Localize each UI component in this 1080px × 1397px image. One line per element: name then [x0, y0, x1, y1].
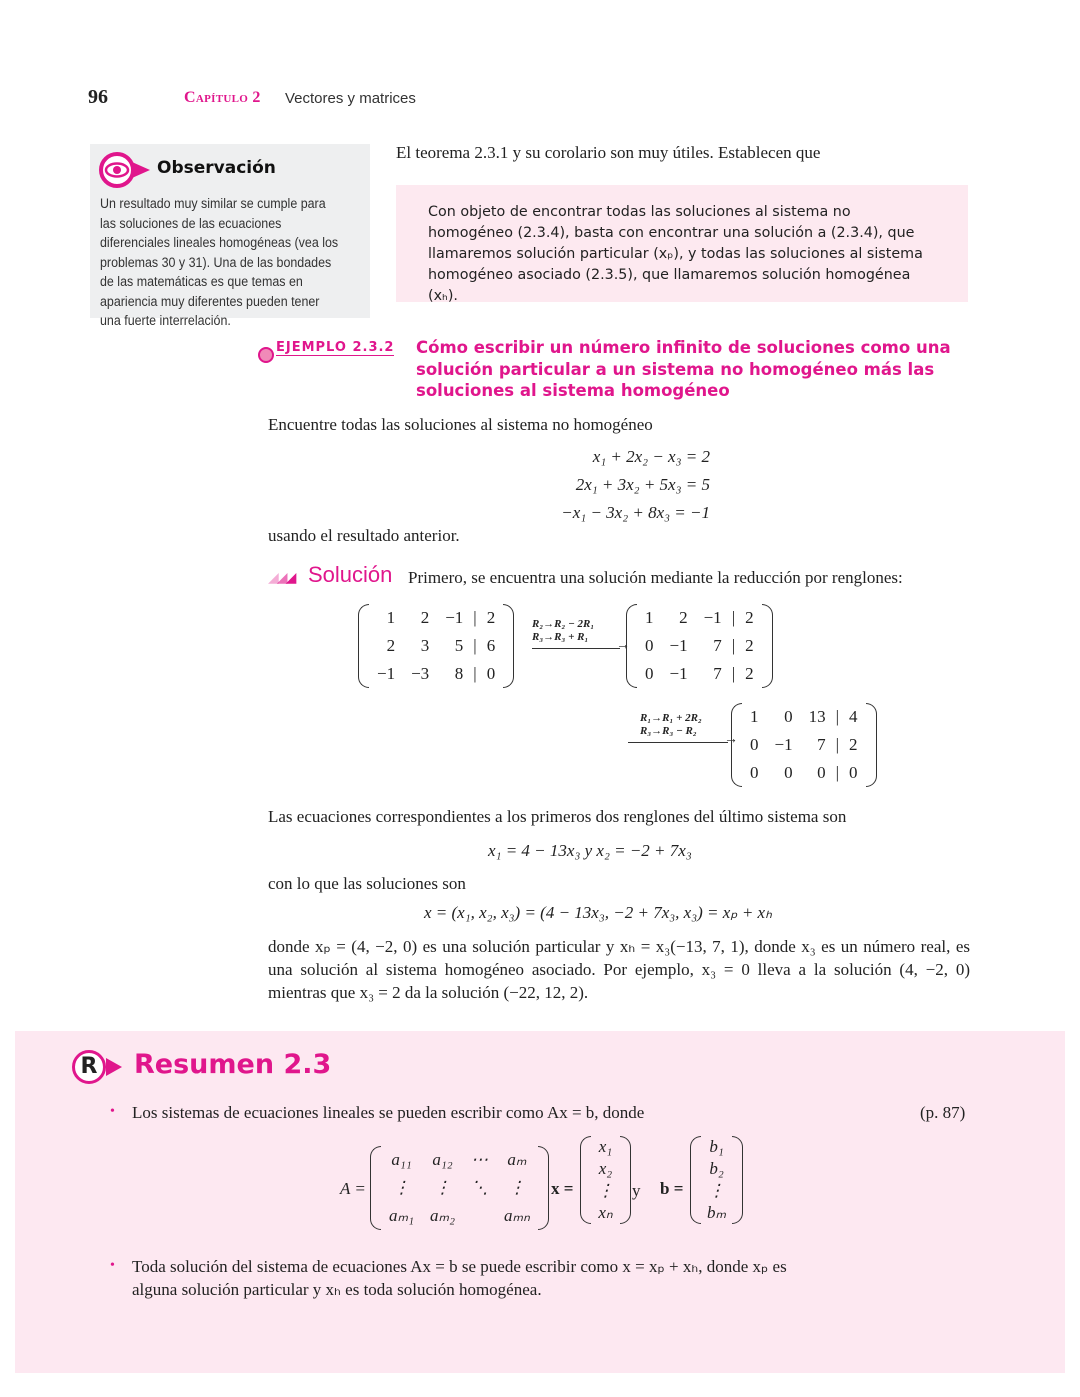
matrix-cell: aₘₙ [504, 1206, 530, 1225]
matrix-cell: | [835, 735, 839, 754]
matrix-cell: ⋮ [508, 1178, 526, 1197]
a-label: A = [340, 1179, 366, 1198]
observation-title: Observación [157, 158, 276, 178]
matrix-cell: −1 [445, 608, 464, 627]
matrix-cell: | [835, 707, 839, 726]
matrix-cell: ⋮ [708, 1181, 726, 1200]
example-title: Cómo escribir un número infinito de soluciones como una solución particular a un sistema no homogéneo más las soluciones al sistema homogéneo [416, 338, 951, 400]
matrix-cell: aₘ [507, 1150, 527, 1169]
matrix-cell: −3 [411, 664, 430, 683]
matrix-cell: 4 [849, 707, 858, 726]
matrix-cell: 0 [817, 763, 826, 782]
matrix-cell: 0 [750, 735, 759, 754]
matrix-cell: b₂ [709, 1159, 724, 1178]
equation-1: x₁ = 4 − 13x₃ y x₂ = −2 + 7x₃ [488, 841, 692, 860]
matrix-cell: aₘ₂ [430, 1206, 456, 1225]
matrix-cell: 2 [679, 608, 688, 627]
matrix-cell: 3 [420, 636, 430, 655]
matrix-cell: 7 [713, 664, 722, 683]
eye-icon [98, 150, 156, 190]
summary-arrow-icon [106, 1058, 122, 1076]
matrix-cell: −1 [669, 636, 688, 655]
row-op-line: R₃→R₃ + R₁ [532, 631, 589, 643]
matrix-cell: | [731, 664, 736, 683]
text-1: Las ecuaciones correspondientes a los primeros dos renglones del último sistema son [268, 807, 847, 826]
matrix-cell: x₁ [598, 1137, 613, 1156]
example-label: EJEMPLO 2.3.2 [276, 340, 395, 355]
matrix-cell: 6 [486, 636, 496, 655]
row-op-1 [532, 618, 630, 653]
matrix-cell: 0 [750, 763, 759, 782]
matrix-cell: | [835, 763, 839, 782]
matrix-cell: ⋮ [597, 1181, 614, 1200]
page-reference: (p. 87) [920, 1103, 966, 1122]
matrix-cell: ⋮ [434, 1178, 452, 1197]
matrix-cell: −1 [774, 735, 793, 754]
bullet-icon: • [110, 1258, 115, 1273]
observation-box [90, 144, 370, 328]
equation: x₁ + 2x₂ − x₃ = 2 [592, 447, 710, 466]
equation-2: x = (x₁, x₂, x₃) = (4 − 13x₃, −2 + 7x₃, x₃) = xₚ + xₕ [424, 903, 772, 922]
row-op-line: R₃→R₃ − R₂ [640, 725, 697, 737]
summary-r-icon: R [72, 1050, 106, 1084]
matrix-cell: 1 [750, 707, 759, 726]
matrix-cell: 0 [645, 664, 654, 683]
matrix-cell: −1 [669, 664, 688, 683]
equation: −x₁ − 3x₂ + 8x₃ = −1 [561, 503, 710, 522]
matrix-cell: ⋯ [471, 1150, 489, 1169]
intro-text: El teorema 2.3.1 y su corolario son muy útiles. Establecen que [396, 143, 821, 162]
matrix-cell: ⋱ [471, 1178, 489, 1197]
summary-bullet-1: Los sistemas de ecuaciones lineales se pueden escribir como Ax = b, donde [132, 1103, 645, 1122]
b-label: b = [660, 1179, 684, 1198]
matrix-cell: 2 [745, 636, 754, 655]
vector-x [580, 1136, 631, 1224]
matrix-cell: bₘ [707, 1203, 727, 1222]
matrix-cell: a₁₂ [432, 1150, 453, 1169]
matrix-cell: | [731, 636, 736, 655]
example-bullet-icon [258, 347, 274, 363]
observation-body: Un resultado muy similar se cumple para las soluciones de las ecuaciones diferenciales lineales homogéneas (vea los problemas 30 y 31). Una de las bondades de las matemáticas es que temas en apariencia muy diferentes pueden tener una fuerte interrelación. [100, 196, 339, 328]
matrix-cell: 0 [645, 636, 654, 655]
y-conjunction: y [632, 1181, 641, 1200]
matrix-cell: 8 [454, 664, 464, 683]
matrix-cell: 2 [849, 735, 858, 754]
highlight-box [396, 185, 968, 302]
matrix-3 [731, 703, 877, 787]
matrix-cell: aₘ₁ [389, 1206, 415, 1225]
matrix-cell [463, 1202, 496, 1230]
summary-title: Resumen 2.3 [134, 1049, 332, 1080]
solution-intro: Primero, se encuentra una solución mediante la reducción por renglones: [408, 568, 903, 587]
matrix-cell: ⋮ [393, 1178, 410, 1197]
matrix-cell: −1 [377, 664, 396, 683]
matrix-cell: 2 [745, 664, 754, 683]
matrix-cell: 1 [386, 608, 396, 627]
matrix-cell: 7 [713, 636, 722, 655]
bullet-icon: • [110, 1104, 115, 1119]
conclusion-text: donde xₚ = (4, −2, 0) es una solución particular y xₕ = x₃(−13, 7, 1), donde x₃ es un número real, es una solución al sistema homogéneo asociado. Por ejemplo, x₃ = 0 lleva a la solución (4, −2, 0) mientras que x₃ = 2 da la solución (−22, 12, 2). [268, 937, 970, 1002]
x-label: x = [551, 1179, 574, 1198]
solution-label: Solución [308, 562, 393, 587]
matrix-a [370, 1146, 549, 1230]
matrix-cell: 13 [808, 707, 826, 726]
matrix-cell: | [473, 664, 477, 683]
matrix-cell: 2 [386, 636, 396, 655]
arrow-icon: → [724, 732, 738, 747]
arrow-icon: → [616, 638, 630, 653]
matrix-cell: 2 [745, 608, 754, 627]
matrix-cell: | [473, 608, 477, 627]
matrix-cell: a₁₁ [391, 1150, 412, 1169]
matrix-cell: | [731, 608, 736, 627]
matrix-cell: b₁ [709, 1137, 724, 1156]
matrix-cell: | [473, 636, 477, 655]
matrix-cell: 2 [486, 608, 496, 627]
matrix-cell: 1 [645, 608, 654, 627]
equation: 2x₁ + 3x₂ + 5x₃ = 5 [575, 475, 710, 494]
page-number: 96 [88, 86, 108, 108]
row-op-2 [628, 712, 738, 747]
matrix-cell: 2 [420, 608, 430, 627]
chapter-label: Capítulo 2 [184, 89, 261, 106]
solution-triangles-icon: ◢◢◢ [268, 571, 295, 586]
vector-b [690, 1136, 743, 1224]
text-2: con lo que las soluciones son [268, 874, 466, 893]
highlight-text: Con objeto de encontrar todas las soluciones al sistema no homogéneo (2.3.4), basta con encontrar una solución a (2.3.4), que llamaremos solución particular (xₚ), y todas las soluciones al sistema homogéneo asociado (2.3.5), que llamaremos solución homogénea (xₕ). [428, 204, 923, 304]
matrix-cell: 0 [784, 707, 793, 726]
matrix-1 [358, 604, 514, 688]
example-prompt: Encuentre todas las soluciones al sistema no homogéneo [268, 415, 653, 434]
row-op-line: R₁→R₁ + 2R₂ [640, 712, 702, 724]
chapter-title: Vectores y matrices [285, 90, 416, 107]
summary-bullet-2: Toda solución del sistema de ecuaciones Ax = b se puede escribir como x = xₚ + xₕ, donde xₚ es alguna solución particular y xₕ es toda solución homogénea. [132, 1257, 787, 1299]
matrix-cell: 0 [849, 763, 858, 782]
after-system-text: usando el resultado anterior. [268, 526, 460, 545]
equation-system [520, 443, 710, 527]
matrix-cell: xₙ [598, 1203, 613, 1222]
matrix-2 [626, 604, 773, 688]
matrix-cell: x₂ [598, 1159, 613, 1178]
matrix-cell: 0 [486, 664, 496, 683]
matrix-cell: 5 [454, 636, 464, 655]
matrix-cell: 7 [817, 735, 826, 754]
matrix-cell: −1 [703, 608, 722, 627]
row-op-line: R₂→R₂ − 2R₁ [532, 618, 595, 630]
matrix-cell: 0 [784, 763, 793, 782]
